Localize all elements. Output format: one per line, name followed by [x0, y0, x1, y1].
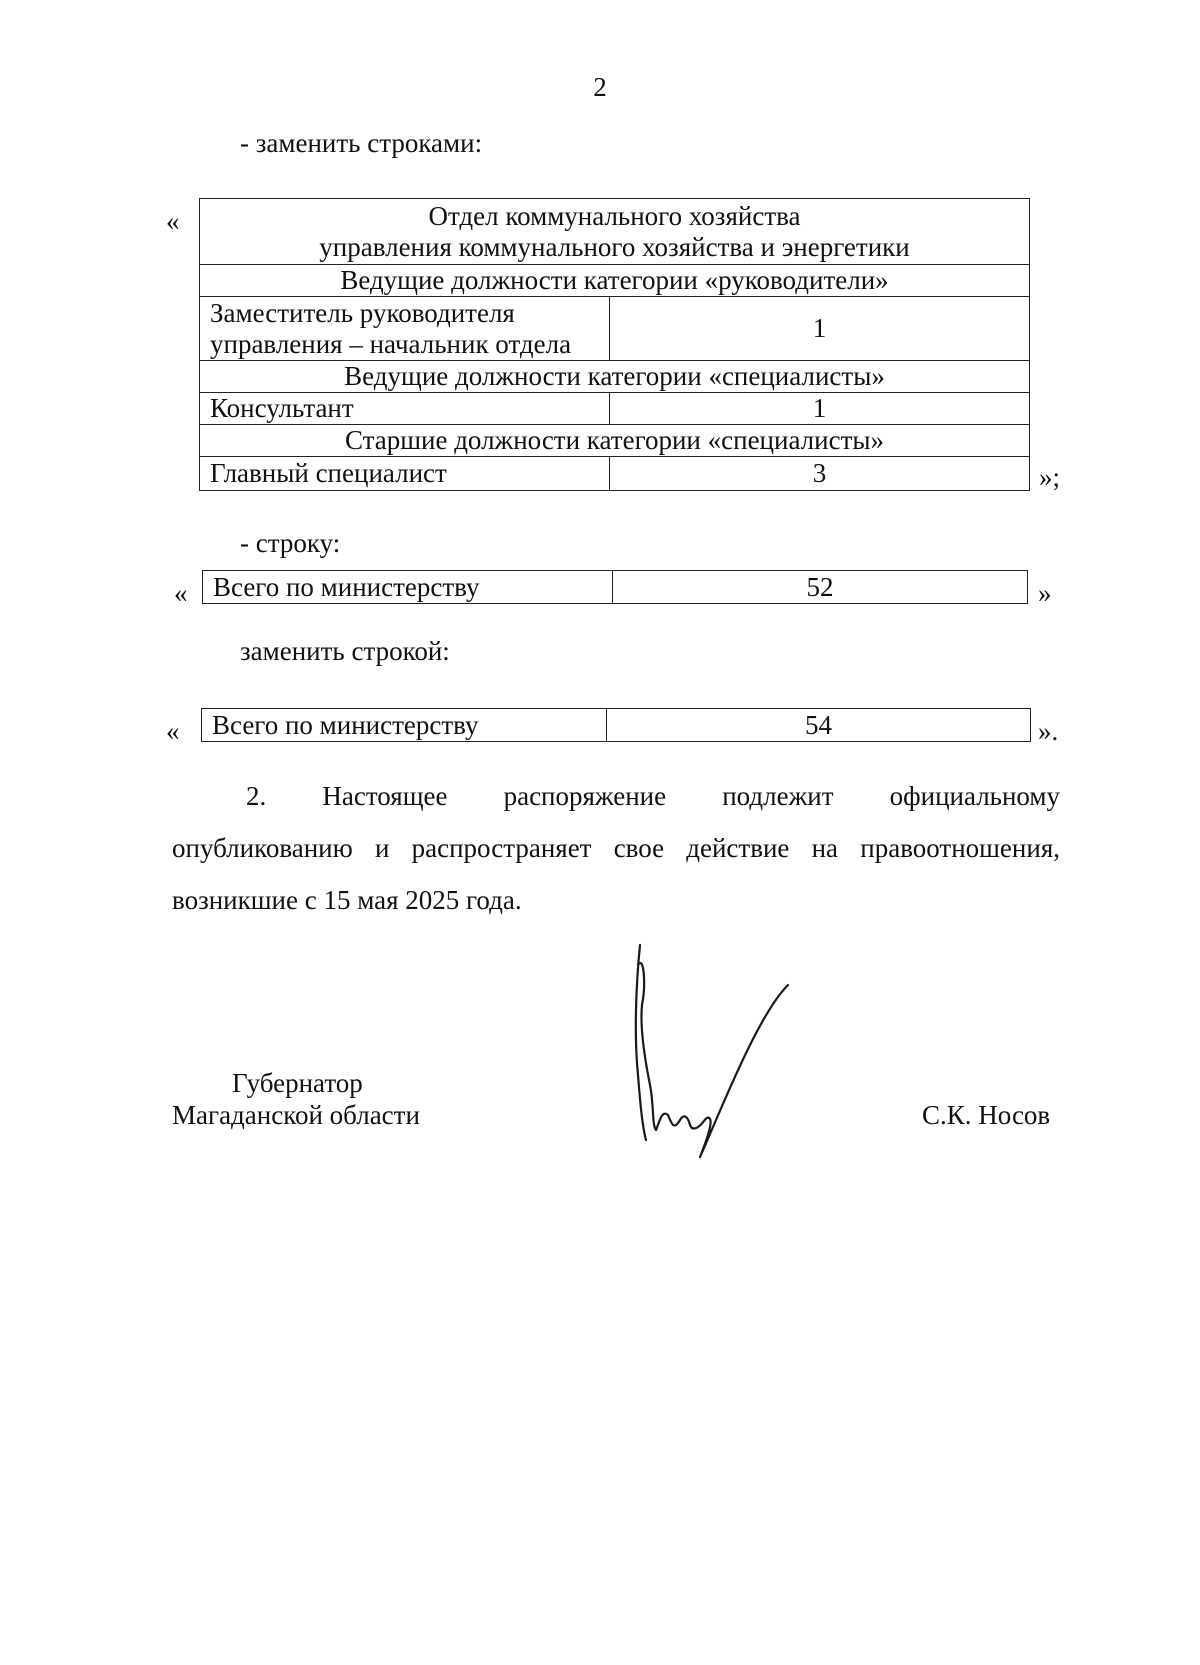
department-title: Отдел коммунального хозяйства [428, 200, 801, 231]
table-row [202, 709, 1031, 742]
group-heading-senior-specialists: Старшие должности категории «специалисты» [200, 425, 1030, 457]
total-value-cell: 54 [607, 709, 1031, 742]
close-mark-1: »; [1039, 462, 1061, 492]
count-cell: 3 [610, 457, 1030, 491]
count-cell: 1 [610, 297, 1030, 361]
staff-table [199, 198, 1030, 491]
position-cell [200, 297, 610, 361]
close-mark-2: » [1038, 578, 1052, 608]
position-title-line2: управления – начальник отдела [210, 328, 572, 359]
paragraph-2-line2: опубликованию и распространяет свое действие на правоотношения, [172, 833, 1060, 863]
total-label-cell: Всего по министерству [202, 709, 607, 742]
intro-replace-row: заменить строкой: [240, 636, 450, 666]
group-row [200, 265, 1030, 297]
department-subtitle: управления коммунального хозяйства и энергетики [319, 231, 910, 262]
group-heading-leading-specialists: Ведущие должности категории «специалисты» [200, 361, 1030, 393]
position-title-line1: Заместитель руководителя [210, 297, 515, 328]
table-row [203, 571, 1028, 604]
paragraph-2-line3: возникшие с 15 мая 2025 года. [172, 885, 522, 915]
paragraph-2 [172, 770, 1060, 926]
total-label-cell: Всего по министерству [203, 571, 613, 604]
intro-replace-rows: - заменить строками: [240, 128, 483, 158]
group-row [200, 425, 1030, 457]
table-row [200, 457, 1030, 491]
group-row [200, 361, 1030, 393]
table-row [200, 297, 1030, 361]
close-mark-3: ». [1038, 716, 1059, 746]
table-header-cell [200, 199, 1030, 265]
quote-open-2: « [174, 578, 188, 608]
page-number: 2 [593, 72, 607, 102]
position-cell: Консультант [200, 393, 610, 425]
total-table-old [202, 570, 1028, 604]
total-table-new [201, 708, 1031, 742]
quote-open-1: « [166, 206, 180, 236]
total-value-cell: 52 [613, 571, 1028, 604]
table-header-row [200, 199, 1030, 265]
handwritten-signature [600, 925, 840, 1165]
intro-row: - строку: [240, 528, 341, 558]
table-row [200, 393, 1030, 425]
quote-open-3: « [166, 716, 180, 746]
signatory-name: С.К. Носов [922, 1100, 1051, 1130]
paragraph-2-line1: 2. Настоящее распоряжение подлежит официальному [246, 781, 1060, 811]
signatory-position-line2: Магаданской области [172, 1100, 420, 1130]
group-heading-leading-managers: Ведущие должности категории «руководители» [200, 265, 1030, 297]
signatory-position-line1: Губернатор [232, 1068, 363, 1098]
position-cell: Главный специалист [200, 457, 610, 491]
count-cell: 1 [610, 393, 1030, 425]
